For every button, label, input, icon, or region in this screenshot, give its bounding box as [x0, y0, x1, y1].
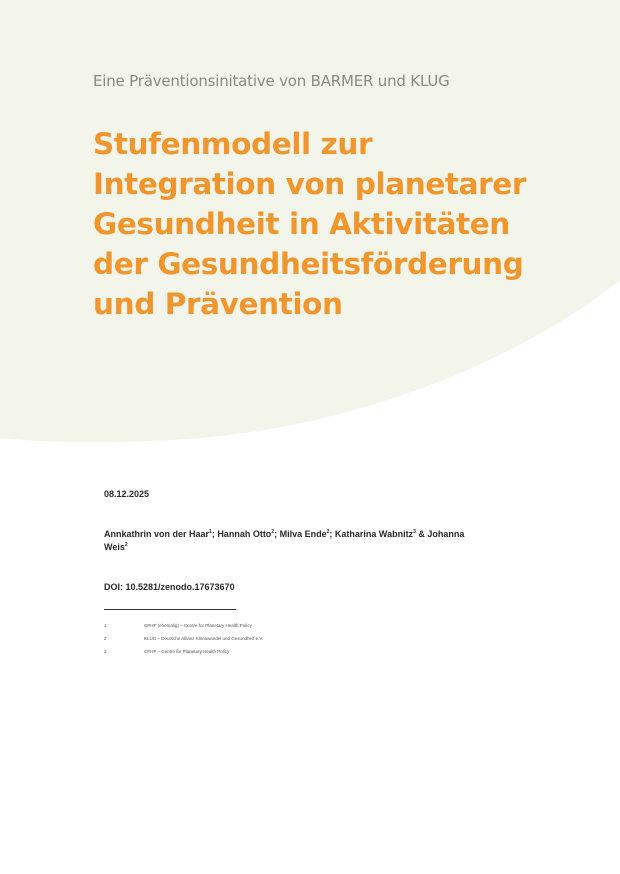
affiliation-marker: 1 [209, 529, 212, 535]
footnote-number: 3 [104, 649, 107, 654]
footnote-number: 1 [104, 623, 107, 628]
affiliation-marker: 2 [326, 529, 330, 535]
affiliation-marker: 3 [413, 529, 416, 535]
document-title [93, 124, 598, 324]
title-line: der Gesundheitsförderung [93, 247, 524, 281]
title-line: Integration von planetarer [93, 167, 527, 201]
affiliation-marker: 2 [271, 529, 275, 535]
author-name: Milva Ende [279, 529, 327, 539]
publication-date: 08.12.2025 [104, 489, 150, 499]
author-name: Annkathrin von der Haar [104, 529, 210, 539]
author-separator: ; [329, 529, 335, 539]
footnote-text: CPHP – Centre for Planetary Health Policy [144, 649, 230, 654]
footnote-number: 2 [104, 636, 107, 641]
author-name: Johanna Weis [104, 529, 465, 552]
title-line: und Prävention [93, 287, 343, 321]
author-separator: & [415, 529, 428, 539]
author-name: Hannah Otto [217, 529, 272, 539]
footnote-divider [104, 609, 236, 610]
footnote-text: KLUG – Deutsche Allianz Klimawandel und Gesundheit e.V. [144, 636, 264, 641]
doi-reference[interactable]: DOI: 10.5281/zenodo.17673670 [104, 582, 235, 592]
affiliation-marker: 2 [124, 542, 128, 548]
author-separator: ; [274, 529, 280, 539]
title-line: Gesundheit in Aktivitäten [93, 207, 510, 241]
author-separator: ; [211, 529, 218, 539]
initiative-subtitle: Eine Präventionsinitative von BARMER und KLUG [93, 72, 450, 90]
footnote-text: CPHP (ehemalig) – Centre for Planetary Health Policy [144, 623, 252, 628]
author-name: Katharina Wabnitz [334, 529, 414, 539]
title-line: Stufenmodell zur [93, 127, 373, 161]
author-list [104, 528, 484, 554]
